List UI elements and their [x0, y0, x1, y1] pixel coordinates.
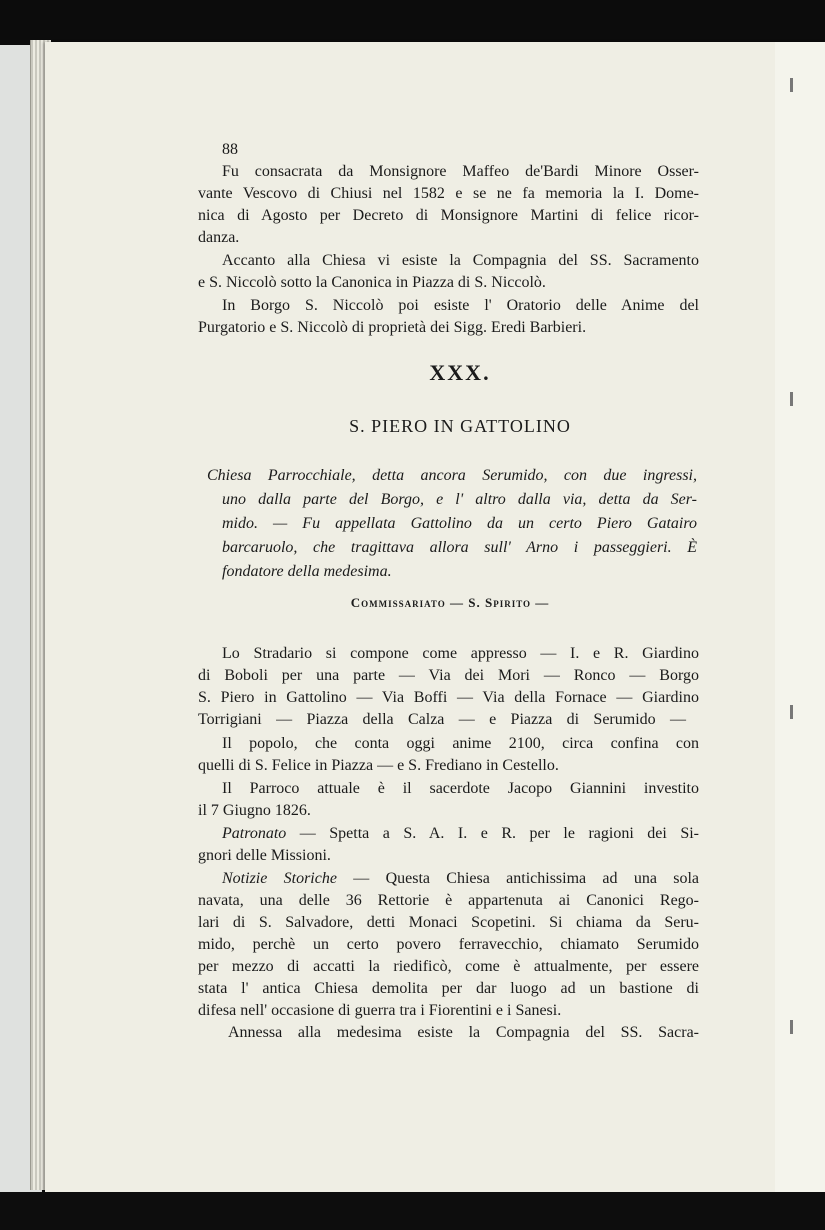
text-line: Il Parroco attuale è il sacerdote Jacopo Giannini investito [222, 780, 699, 797]
text-line: lari di S. Salvadore, detti Monaci Scopetini. Si chiama da Seru- [198, 914, 699, 931]
patronato-label: Patronato [222, 825, 287, 842]
text-line: danza. [198, 229, 240, 246]
text-line: Il popolo, che conta oggi anime 2100, circa confina con [222, 735, 699, 752]
text-line [222, 868, 699, 890]
text-line: Torrigiani — Piazza della Calza — e Piazza di Serumido — [198, 711, 686, 728]
notizie-text: — Questa Chiesa antichissima ad una sola [336, 870, 700, 887]
text-line: nica di Agosto per Decreto di Monsignore Martini di felice ricor- [198, 207, 699, 224]
description-line: Chiesa Parrocchiale, detta ancora Serumido, con due ingressi, [207, 467, 697, 484]
text-line: Fu consacrata da Monsignore Maffeo de'Bardi Minore Osser- [222, 163, 699, 180]
description-line: uno dalla parte del Borgo, e l' altro dalla via, detta da Ser- [222, 491, 697, 508]
text-line: mido, perchè un certo povero ferravecchio, chiamato Serumido [198, 936, 699, 953]
text-line: di Boboli per una parte — Via dei Mori — Ronco — Borgo [198, 667, 699, 684]
text-line: Lo Stradario si compone come appresso — I. e R. Giardino [222, 645, 699, 662]
text-line: gnori delle Missioni. [198, 847, 331, 864]
notizie-label: Notizie Storiche [222, 870, 337, 887]
text-line: Purgatorio e S. Niccolò di proprietà dei Sigg. Eredi Barbieri. [198, 319, 587, 336]
text-line: In Borgo S. Niccolò poi esiste l' Oratorio delle Anime del [222, 297, 699, 314]
text-line: per mezzo di accatti la riedificò, come è attualmente, per essere [198, 958, 699, 975]
text-line: Accanto alla Chiesa vi esiste la Compagnia del SS. Sacramento [222, 252, 699, 269]
text-line: navata, una delle 36 Rettorie è appartenuta ai Canonici Rego- [198, 892, 699, 909]
binding-stitch [790, 392, 793, 406]
binding-stitch [790, 705, 793, 719]
binding-stitch [790, 78, 793, 92]
text-line: quelli di S. Felice in Piazza — e S. Frediano in Cestello. [198, 757, 559, 774]
text-line: il 7 Giugno 1826. [198, 802, 311, 819]
text-line [222, 823, 699, 845]
text-line: stata l' antica Chiesa demolita per dar luogo ad un bastione di [198, 980, 699, 997]
description-line: mido. — Fu appellata Gattolino da un certo Piero Gatairo [222, 515, 697, 532]
commissariato-heading: Commissariato — S. Spirito — [350, 595, 550, 610]
scan-bottom-margin [0, 1192, 825, 1230]
page-number: 88 [222, 141, 238, 158]
text-line: vante Vescovo di Chiusi nel 1582 e se ne fa memoria la I. Dome- [198, 185, 699, 202]
patronato-text: — Spetta a S. A. I. e R. per le ragioni dei Si- [286, 825, 699, 842]
text-line: S. Piero in Gattolino — Via Boffi — Via della Fornace — Giardino [198, 689, 699, 706]
binding-stitch [790, 1020, 793, 1034]
text-line: difesa nell' occasione di guerra tra i Fiorentini e i Sanesi. [198, 1002, 562, 1019]
facing-page-edge [775, 42, 825, 1192]
description-line: barcaruolo, che tragittava allora sull' Arno i passeggieri. È [222, 539, 697, 556]
description-line: fondatore della medesima. [222, 563, 392, 580]
text-line: e S. Niccolò sotto la Canonica in Piazza di S. Niccolò. [198, 274, 546, 291]
section-title: S. PIERO IN GATTOLINO [349, 416, 571, 436]
text-line: Annessa alla medesima esiste la Compagnia del SS. Sacra- [228, 1024, 699, 1041]
section-number: XXX. [429, 360, 491, 385]
